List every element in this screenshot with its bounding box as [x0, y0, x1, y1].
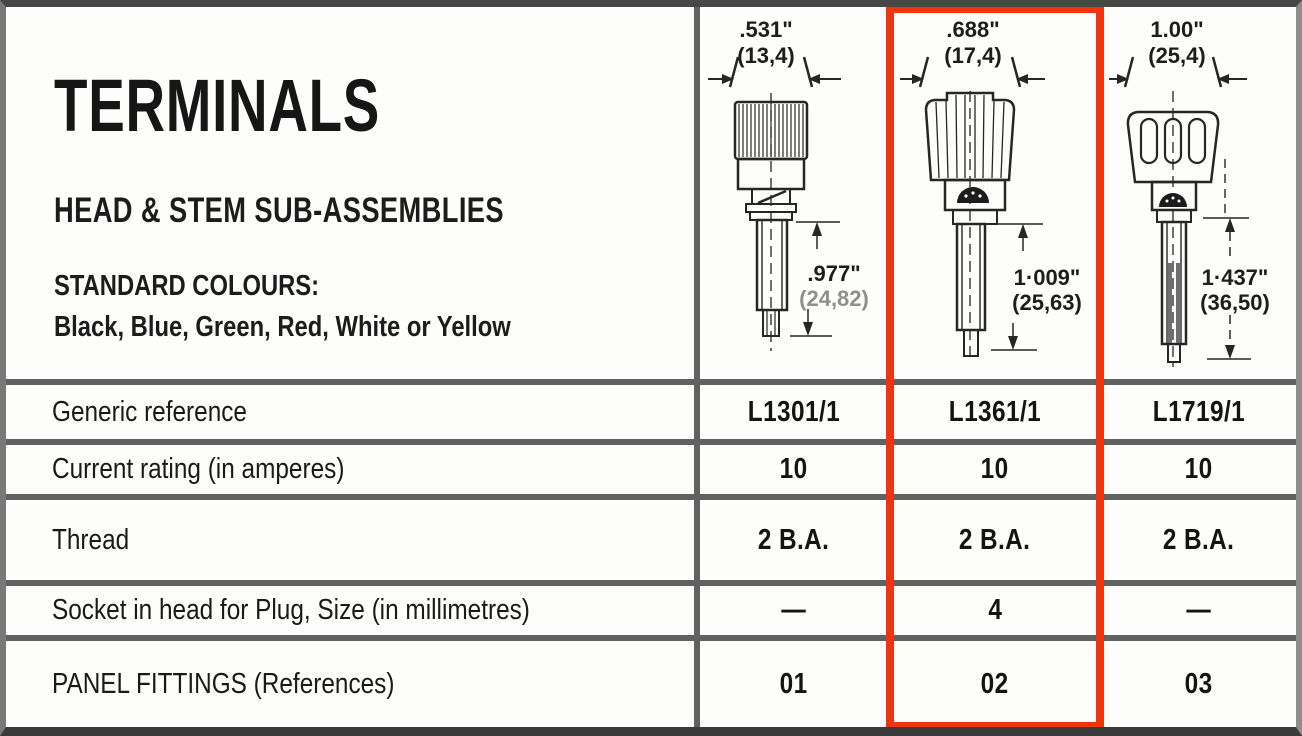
cell-value: —: [781, 594, 807, 626]
cell-value: 4: [988, 594, 1002, 626]
dim-width-mm-l1719: (25,4): [1148, 43, 1206, 68]
cell-socket-l1719: [1102, 586, 1296, 635]
dim-length-mm-l1361: (25,63): [1012, 290, 1082, 315]
cell-value: L1301/1: [747, 395, 841, 428]
drawing-cell-l1301: [700, 7, 888, 379]
page-subtitle: HEAD & STEM SUB-ASSEMBLIES: [54, 191, 505, 230]
cell-value: 2 B.A.: [1163, 523, 1235, 556]
cell-value: 03: [1185, 667, 1213, 700]
row-label-current-rating: [6, 445, 694, 494]
dim-length-inches-l1361: 1·009": [1013, 265, 1081, 290]
cell-value: 10: [1185, 453, 1213, 485]
dim-width-inches-l1361: .688": [946, 17, 1000, 42]
cell-generic-reference-l1301: [700, 385, 888, 439]
standard-colours-label: STANDARD COLOURS:: [54, 270, 320, 302]
cell-generic-reference-l1361: [894, 385, 1096, 439]
row-label-text: Socket in head for Plug, Size (in millimetres): [52, 594, 530, 626]
cell-panel-fittings-l1361: [894, 641, 1096, 727]
cell-value: 2 B.A.: [959, 523, 1031, 556]
row-label-thread: [6, 500, 694, 580]
row-label-text: PANEL FITTINGS (References): [52, 667, 395, 700]
intro-block: [6, 7, 694, 379]
row-label-text: Current rating (in amperes): [52, 453, 345, 485]
page-title: TERMINALS: [54, 64, 381, 147]
row-label-socket-in-head: [6, 586, 694, 635]
dim-width-mm-l1361: (17,4): [944, 43, 1002, 68]
dim-length-inches-l1301: .977": [807, 261, 861, 286]
drawing-cell-l1719: [1102, 7, 1296, 379]
cell-value: L1719/1: [1152, 395, 1246, 428]
cell-panel-fittings-l1719: [1102, 641, 1296, 727]
cell-value: 02: [981, 667, 1009, 700]
cell-value: L1361/1: [948, 395, 1042, 428]
dim-length-inches-l1719: 1·437": [1201, 265, 1269, 290]
cell-generic-reference-l1719: [1102, 385, 1296, 439]
cell-socket-l1301: [700, 586, 888, 635]
terminal-drawing-l1361: [895, 7, 1095, 379]
terminal-drawing-l1301: [700, 7, 888, 379]
row-label-text: Generic reference: [52, 395, 247, 428]
cell-current-rating-l1301: [700, 445, 888, 494]
cell-value: 10: [981, 453, 1009, 485]
dim-length-mm-l1301: (24,82): [799, 286, 869, 311]
cell-thread-l1361: [894, 500, 1096, 580]
cell-value: 10: [780, 453, 808, 485]
dim-width-inches-l1301: .531": [739, 17, 793, 42]
cell-value: —: [1186, 594, 1212, 626]
cell-current-rating-l1361: [894, 445, 1096, 494]
drawing-cell-l1361: [894, 7, 1096, 379]
cell-current-rating-l1719: [1102, 445, 1296, 494]
row-label-text: Thread: [52, 523, 130, 556]
dim-width-mm-l1301: (13,4): [737, 43, 795, 68]
row-label-panel-fittings: [6, 641, 694, 727]
cell-panel-fittings-l1301: [700, 641, 888, 727]
row-label-generic-reference: [6, 385, 694, 439]
dim-length-mm-l1719: (36,50): [1200, 290, 1270, 315]
standard-colours-value: Black, Blue, Green, Red, White or Yellow: [54, 311, 511, 343]
cell-thread-l1719: [1102, 500, 1296, 580]
cell-thread-l1301: [700, 500, 888, 580]
cell-value: 01: [780, 667, 808, 700]
spec-table: [6, 7, 1296, 727]
cell-value: 2 B.A.: [758, 523, 830, 556]
cell-socket-l1361: [894, 586, 1096, 635]
dim-width-inches-l1719: 1.00": [1150, 17, 1204, 42]
terminal-drawing-l1719: [1107, 7, 1291, 379]
